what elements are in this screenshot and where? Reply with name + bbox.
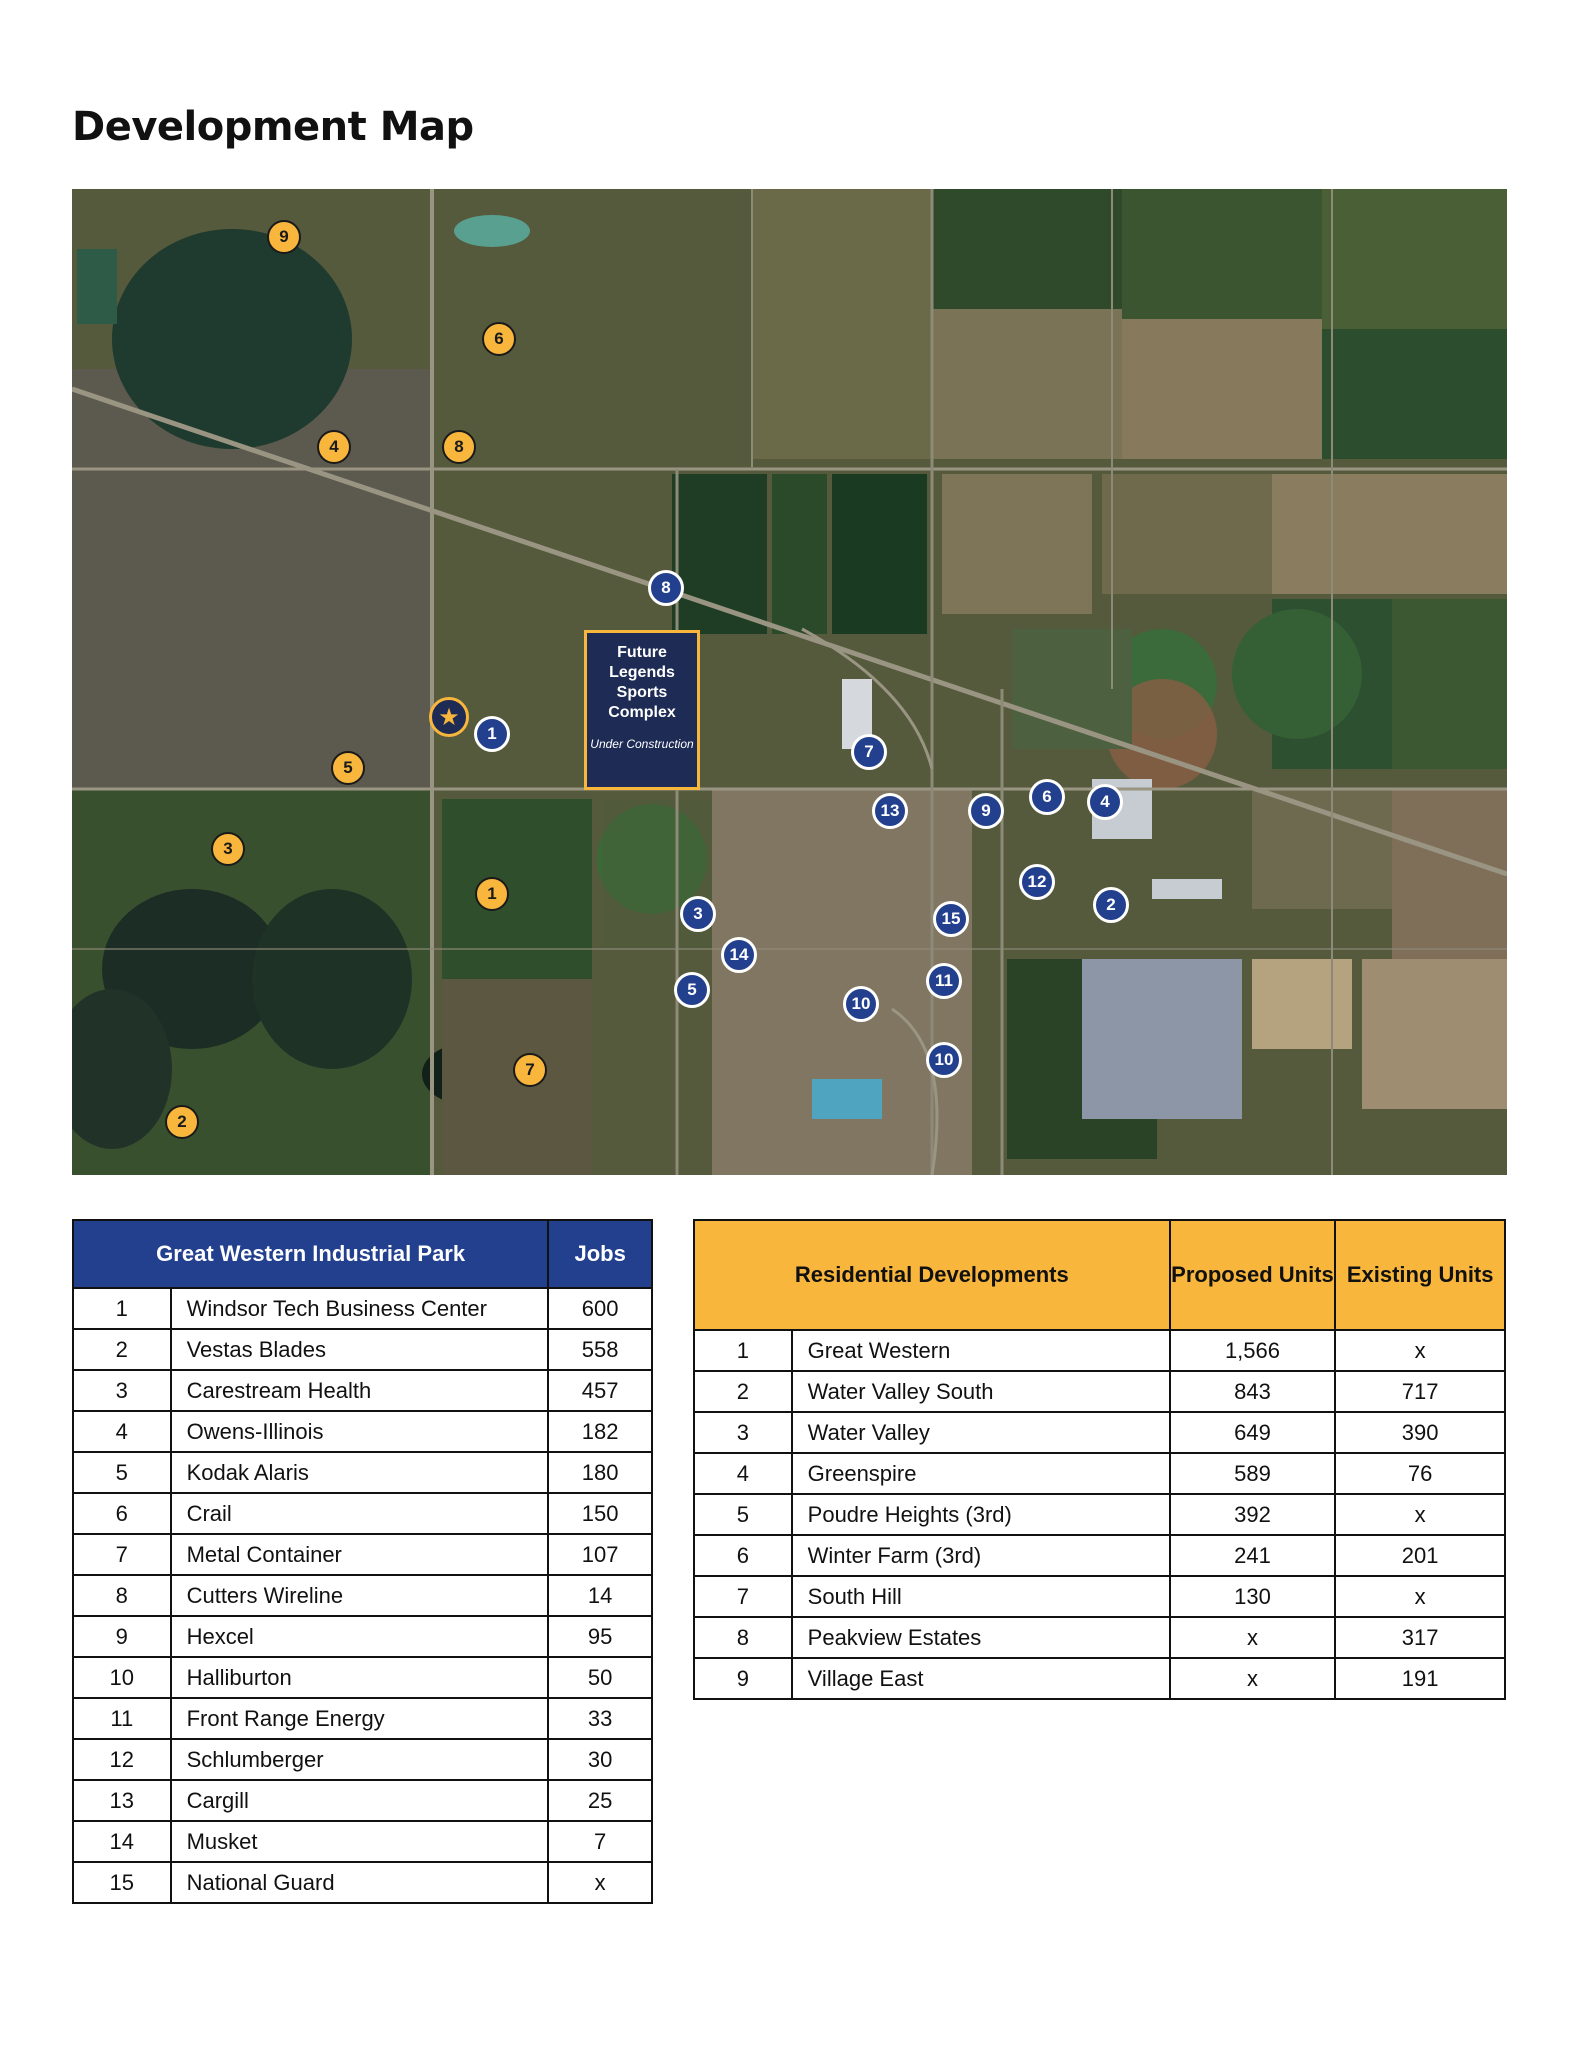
table-row <box>73 1780 652 1821</box>
table-row <box>73 1452 652 1493</box>
proposed-units: 241 <box>1170 1535 1336 1576</box>
residential-marker-6[interactable]: 6 <box>482 322 516 356</box>
row-number: 4 <box>73 1411 171 1452</box>
proposed-units: 589 <box>1170 1453 1336 1494</box>
existing-units: 201 <box>1335 1535 1505 1576</box>
callout-subtitle: Under Construction <box>590 737 694 751</box>
proposed-units: x <box>1170 1658 1336 1699</box>
table-row <box>694 1658 1505 1699</box>
industrial-marker-10b[interactable]: 10 <box>926 1042 962 1078</box>
row-number: 13 <box>73 1780 171 1821</box>
company-name: Hexcel <box>171 1616 549 1657</box>
industrial-marker-11[interactable]: 11 <box>926 963 962 999</box>
development-name: Village East <box>792 1658 1170 1699</box>
industrial-marker-7[interactable]: 7 <box>851 734 887 770</box>
row-number: 8 <box>694 1617 792 1658</box>
jobs-count: 457 <box>548 1370 652 1411</box>
industrial-marker-8[interactable]: 8 <box>648 570 684 606</box>
jobs-count: 95 <box>548 1616 652 1657</box>
table-row <box>694 1617 1505 1658</box>
proposed-units: 843 <box>1170 1371 1336 1412</box>
row-number: 7 <box>73 1534 171 1575</box>
industrial-marker-10[interactable]: 10 <box>843 986 879 1022</box>
proposed-units: 392 <box>1170 1494 1336 1535</box>
table-row <box>73 1821 652 1862</box>
table-row <box>694 1535 1505 1576</box>
table-row <box>73 1698 652 1739</box>
callout-title: Future Legends Sports Complex <box>608 644 676 721</box>
residential-marker-2[interactable]: 2 <box>165 1105 199 1139</box>
table-row <box>694 1371 1505 1412</box>
jobs-count: 25 <box>548 1780 652 1821</box>
existing-units: x <box>1335 1494 1505 1535</box>
development-name: Water Valley <box>792 1412 1170 1453</box>
sports-complex-callout <box>584 630 700 790</box>
row-number: 5 <box>694 1494 792 1535</box>
industrial-marker-2[interactable]: 2 <box>1093 887 1129 923</box>
jobs-count: 7 <box>548 1821 652 1862</box>
development-name: Water Valley South <box>792 1371 1170 1412</box>
company-name: Vestas Blades <box>171 1329 549 1370</box>
development-name: Peakview Estates <box>792 1617 1170 1658</box>
row-number: 15 <box>73 1862 171 1903</box>
industrial-marker-4[interactable]: 4 <box>1087 784 1123 820</box>
row-number: 11 <box>73 1698 171 1739</box>
existing-units: 76 <box>1335 1453 1505 1494</box>
company-name: Metal Container <box>171 1534 549 1575</box>
row-number: 2 <box>73 1329 171 1370</box>
industrial-marker-5[interactable]: 5 <box>674 972 710 1008</box>
residential-marker-4[interactable]: 4 <box>317 430 351 464</box>
table-row <box>694 1330 1505 1371</box>
residential-marker-9[interactable]: 9 <box>267 220 301 254</box>
jobs-count: 150 <box>548 1493 652 1534</box>
proposed-units: 649 <box>1170 1412 1336 1453</box>
proposed-units: 130 <box>1170 1576 1336 1617</box>
row-number: 3 <box>694 1412 792 1453</box>
development-name: Winter Farm (3rd) <box>792 1535 1170 1576</box>
development-name: Great Western <box>792 1330 1170 1371</box>
table-row <box>73 1534 652 1575</box>
company-name: Halliburton <box>171 1657 549 1698</box>
table-row <box>73 1575 652 1616</box>
row-number: 12 <box>73 1739 171 1780</box>
map-background <box>72 189 1507 1175</box>
existing-units: 191 <box>1335 1658 1505 1699</box>
industrial-header: Great Western Industrial Park <box>73 1220 548 1288</box>
row-number: 8 <box>73 1575 171 1616</box>
company-name: Musket <box>171 1821 549 1862</box>
row-number: 9 <box>694 1658 792 1699</box>
company-name: Cutters Wireline <box>171 1575 549 1616</box>
row-number: 6 <box>694 1535 792 1576</box>
industrial-marker-3[interactable]: 3 <box>680 896 716 932</box>
table-row <box>73 1411 652 1452</box>
residential-marker-3[interactable]: 3 <box>211 832 245 866</box>
table-row <box>73 1616 652 1657</box>
company-name: Crail <box>171 1493 549 1534</box>
jobs-count: 30 <box>548 1739 652 1780</box>
proposed-units-header: Proposed Units <box>1170 1220 1336 1330</box>
proposed-units: 1,566 <box>1170 1330 1336 1371</box>
development-name: Poudre Heights (3rd) <box>792 1494 1170 1535</box>
table-row <box>694 1412 1505 1453</box>
industrial-marker-1[interactable]: 1 <box>474 716 510 752</box>
residential-table <box>693 1219 1506 1700</box>
existing-units: 717 <box>1335 1371 1505 1412</box>
row-number: 6 <box>73 1493 171 1534</box>
industrial-park-table <box>72 1219 653 1904</box>
table-row <box>694 1453 1505 1494</box>
row-number: 10 <box>73 1657 171 1698</box>
existing-units: x <box>1335 1330 1505 1371</box>
table-row <box>694 1494 1505 1535</box>
row-number: 7 <box>694 1576 792 1617</box>
jobs-count: 14 <box>548 1575 652 1616</box>
row-number: 3 <box>73 1370 171 1411</box>
row-number: 9 <box>73 1616 171 1657</box>
table-row <box>73 1288 652 1329</box>
development-name: Greenspire <box>792 1453 1170 1494</box>
row-number: 5 <box>73 1452 171 1493</box>
existing-units: 317 <box>1335 1617 1505 1658</box>
jobs-count: 558 <box>548 1329 652 1370</box>
existing-units: 390 <box>1335 1412 1505 1453</box>
jobs-count: 180 <box>548 1452 652 1493</box>
proposed-units: x <box>1170 1617 1336 1658</box>
development-name: South Hill <box>792 1576 1170 1617</box>
industrial-marker-13[interactable]: 13 <box>872 793 908 829</box>
row-number: 14 <box>73 1821 171 1862</box>
company-name: Front Range Energy <box>171 1698 549 1739</box>
existing-units: x <box>1335 1576 1505 1617</box>
jobs-count: 33 <box>548 1698 652 1739</box>
aerial-map[interactable] <box>72 189 1507 1175</box>
jobs-count: x <box>548 1862 652 1903</box>
jobs-count: 50 <box>548 1657 652 1698</box>
company-name: Carestream Health <box>171 1370 549 1411</box>
jobs-count: 182 <box>548 1411 652 1452</box>
page-title: Development Map <box>72 104 474 150</box>
industrial-marker-15[interactable]: 15 <box>933 901 969 937</box>
existing-units-header: Existing Units <box>1335 1220 1505 1330</box>
table-row <box>73 1329 652 1370</box>
star-icon[interactable]: ★ <box>429 697 469 737</box>
jobs-count: 107 <box>548 1534 652 1575</box>
industrial-marker-14[interactable]: 14 <box>721 937 757 973</box>
company-name: Cargill <box>171 1780 549 1821</box>
residential-marker-8[interactable]: 8 <box>442 430 476 464</box>
row-number: 1 <box>694 1330 792 1371</box>
jobs-header: Jobs <box>548 1220 652 1288</box>
row-number: 1 <box>73 1288 171 1329</box>
table-row <box>73 1862 652 1903</box>
table-row <box>73 1370 652 1411</box>
industrial-marker-9[interactable]: 9 <box>968 793 1004 829</box>
company-name: National Guard <box>171 1862 549 1903</box>
table-row <box>694 1576 1505 1617</box>
company-name: Schlumberger <box>171 1739 549 1780</box>
residential-marker-7[interactable]: 7 <box>513 1053 547 1087</box>
company-name: Windsor Tech Business Center <box>171 1288 549 1329</box>
table-row <box>73 1739 652 1780</box>
company-name: Kodak Alaris <box>171 1452 549 1493</box>
company-name: Owens-Illinois <box>171 1411 549 1452</box>
industrial-marker-12[interactable]: 12 <box>1019 864 1055 900</box>
jobs-count: 600 <box>548 1288 652 1329</box>
row-number: 2 <box>694 1371 792 1412</box>
residential-marker-1[interactable]: 1 <box>475 877 509 911</box>
residential-marker-5[interactable]: 5 <box>331 751 365 785</box>
industrial-marker-6[interactable]: 6 <box>1029 779 1065 815</box>
table-row <box>73 1657 652 1698</box>
row-number: 4 <box>694 1453 792 1494</box>
residential-header: Residential Developments <box>694 1220 1170 1330</box>
table-row <box>73 1493 652 1534</box>
